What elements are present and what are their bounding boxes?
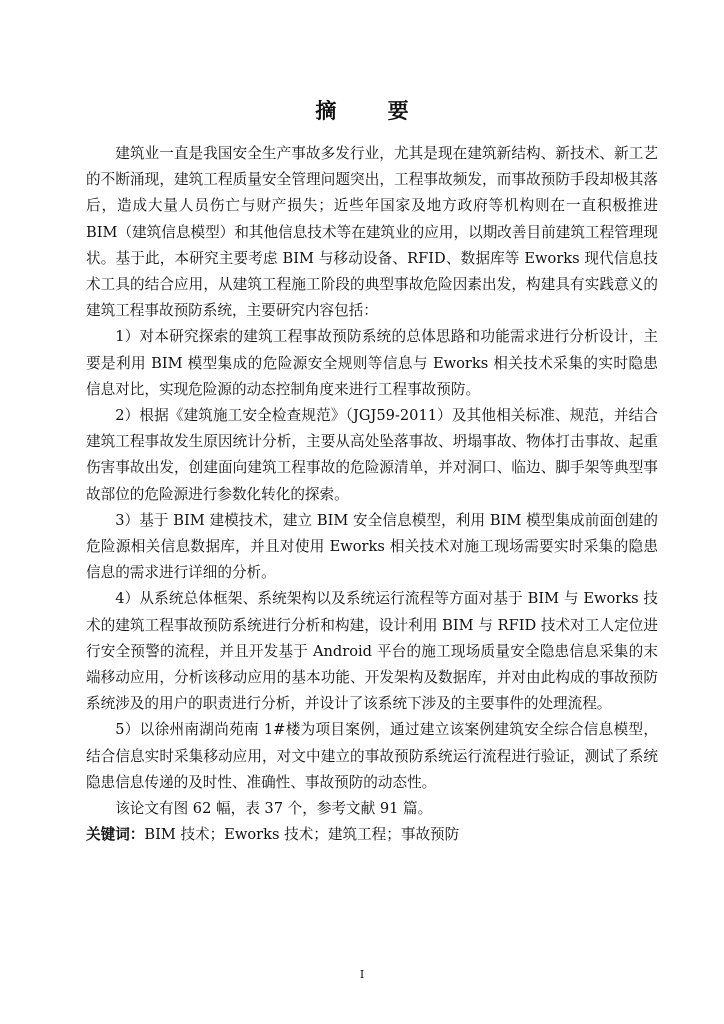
- abstract-paragraph-item-3: 3）基于 BIM 建模技术，建立 BIM 安全信息模型，利用 BIM 模型集成前面创建的危险源相关信息数据库，并且对使用 Eworks 相关技术对施工现场需要实时采集的隐患信息的需求进行详细的分析。: [86, 511, 658, 582]
- keywords-label: 关键词：: [86, 826, 145, 844]
- abstract-paragraph-item-4: 4）从系统总体框架、系统架构以及系统运行流程等方面对基于 BIM 与 Eworks 技术的建筑工程事故预防系统进行分析和构建，设计利用 BIM 与 RFID 技术对工人定位进行安全预警的流程，并且开发基于 Android 平台的施工现场质量安全隐患信息采集的末端移动应用，分析该移动应用的基本功能、开发架构及数据库，并对由此构成的事故预防系统涉及的用户的职责进行分析，并设计了该系统下涉及的主要事件的处理流程。: [86, 590, 658, 713]
- abstract-paragraph-item-1: 1）对本研究探索的建筑工程事故预防系统的总体思路和功能需求进行分析设计，主要是利用 BIM 模型集成的危险源安全规则等信息与 Eworks 相关技术采集的实时隐患信息对比，实现危险源的动态控制角度来进行工程事故预防。: [86, 328, 658, 398]
- page-number: I: [359, 968, 365, 981]
- abstract-paragraph-item-5: 5）以徐州南湖尚苑南 1#楼为项目案例，通过建立该案例建筑安全综合信息模型，结合信息实时采集移动应用，对文中建立的事故预防系统运行流程进行验证，测试了系统隐患信息传递的及时性、准确性、事故预防的动态性。: [86, 721, 658, 791]
- abstract-title: 摘 要: [315, 99, 431, 123]
- keywords-line: [86, 822, 658, 848]
- abstract-paragraph-summary: 该论文有图 62 幅，表 37 个，参考文献 91 篇。: [115, 800, 433, 818]
- abstract-paragraph-item-2: 2）根据《建筑施工安全检查规范》（JGJ59-2011）及其他相关标准、规范，并结合建筑工程事故发生原因统计分析，主要从高处坠落事故、坍塌事故、物体打击事故、起重伤害事故出发，创建面向建筑工程事故的危险源清单，并对洞口、临边、脚手架等典型事故部位的危险源进行参数化转化的探索。: [86, 407, 658, 503]
- abstract-body: [86, 141, 658, 848]
- abstract-paragraph-intro: 建筑业一直是我国安全生产事故多发行业，尤其是现在建筑新结构、新技术、新工艺的不断涌现，建筑工程质量安全管理问题突出，工程事故频发，而事故预防手段却极其落后，造成大量人员伤亡与财产损失；近些年国家及地方政府等机构则在一直积极推进 BIM（建筑信息模型）和其他信息技术等在建筑业的应用，以期改善目前建筑工程管理现状。基于此，本研究主要考虑 BIM 与移动设备、RFID、数据库等 Eworks 现代信息技术工具的结合应用，从建筑工程施工阶段的典型事故危险因素出发，构建具有实践意义的建筑工程事故预防系统，主要研究内容包括：: [86, 145, 658, 320]
- keywords-text: BIM 技术；Eworks 技术；建筑工程；事故预防: [144, 826, 460, 844]
